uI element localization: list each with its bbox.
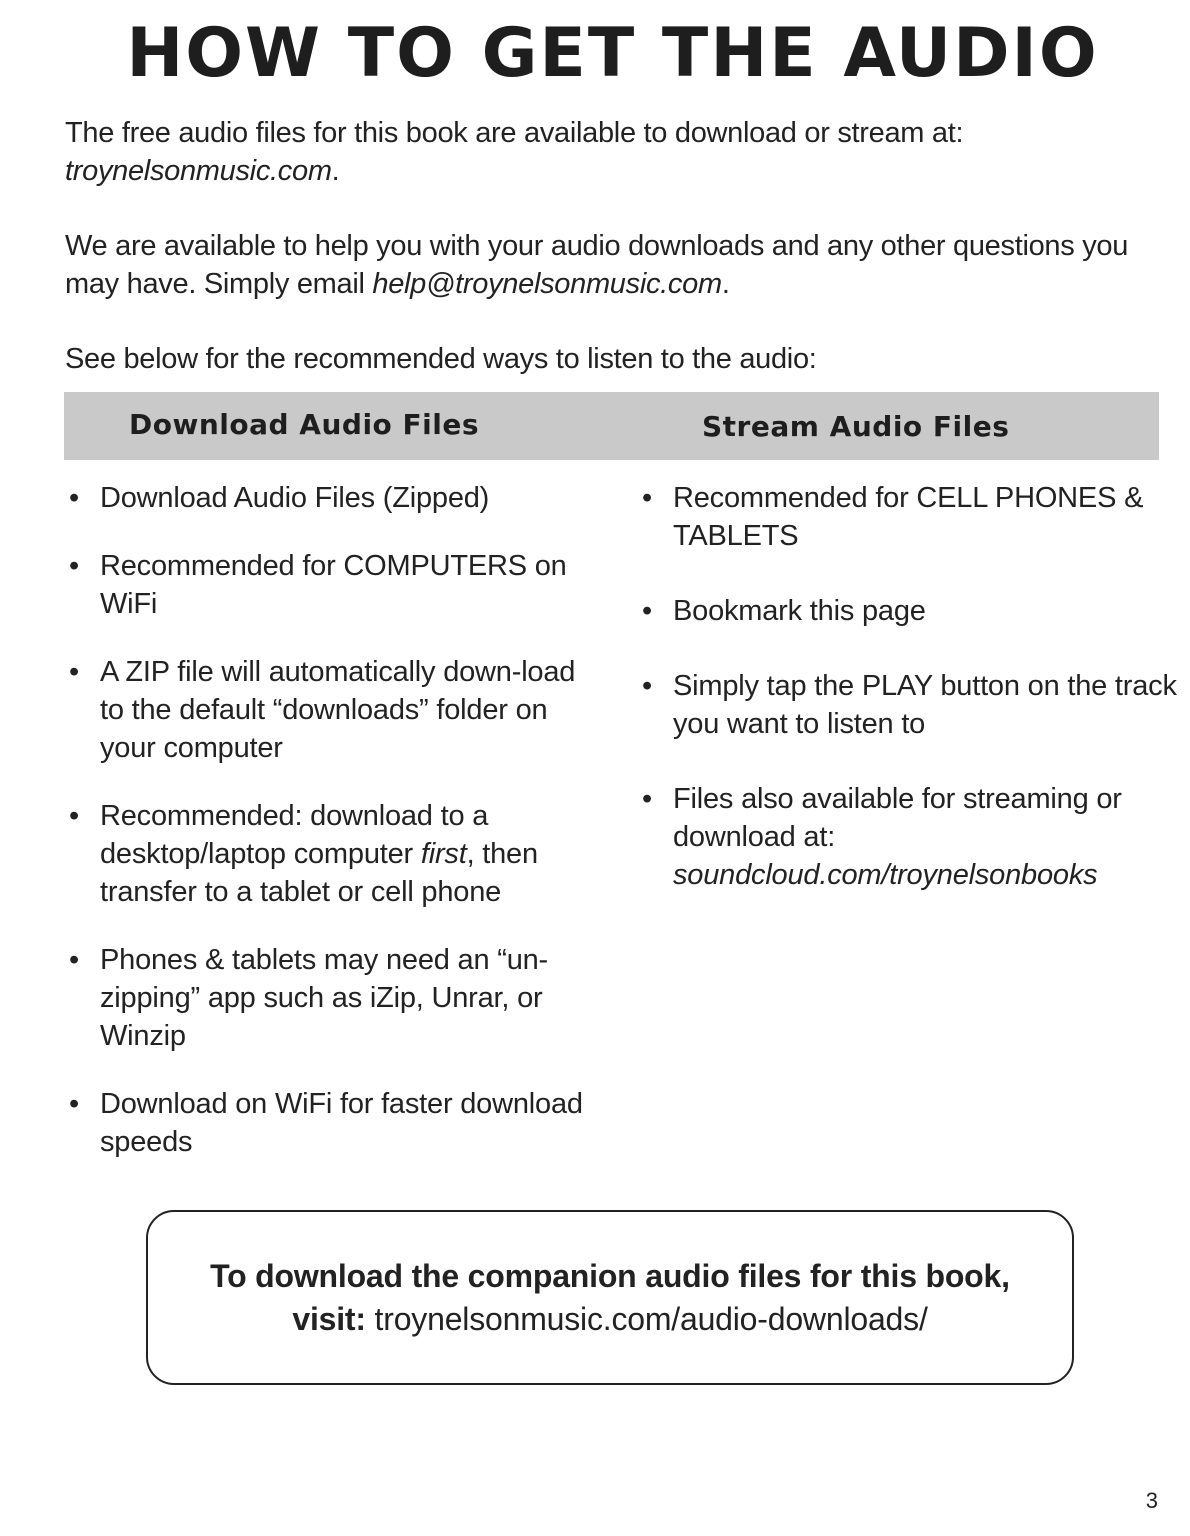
bullet-icon: • (642, 783, 652, 815)
list-item (64, 653, 604, 767)
intro-paragraph-help (65, 227, 1160, 303)
list-item (637, 479, 1182, 555)
website-link: troynelsonmusic.com (65, 155, 332, 187)
table-header-bar (64, 392, 1159, 460)
list-item-text: Download Audio Files (Zipped) (100, 482, 490, 514)
help-text: We are available to help you with your audio downloads and any other questions you may have. Simply email (65, 230, 1129, 300)
list-item-text-end: , then transfer to a tablet or cell phone (100, 838, 538, 908)
list-item-text: Download on WiFi for faster download speeds (100, 1088, 583, 1158)
list-item (64, 797, 604, 911)
help-email: help@troynelsonmusic.com (372, 268, 722, 300)
list-item-text: Bookmark this page (673, 595, 926, 627)
list-item-text: Recommended: download to a desktop/laptop computer (100, 800, 489, 870)
bullet-icon: • (69, 482, 79, 514)
bullet-icon: • (69, 1088, 79, 1120)
list-item (64, 479, 604, 517)
download-column-header: Download Audio Files (129, 408, 480, 441)
download-callout-box (146, 1210, 1074, 1385)
stream-list (637, 479, 1182, 931)
intro-period: . (331, 155, 340, 187)
list-item (64, 547, 604, 623)
list-item-text: Recommended for CELL PHONES & TABLETS (673, 482, 1144, 552)
help-period: . (721, 268, 730, 300)
page-number: 3 (1145, 1488, 1158, 1513)
list-item-text: Files also available for streaming or download at: (673, 783, 1122, 853)
download-list (64, 479, 604, 1191)
page-title: HOW TO GET THE AUDIO (126, 14, 1099, 93)
bullet-icon: • (69, 944, 79, 976)
callout-visit-line (148, 1298, 1072, 1341)
list-item (64, 1085, 604, 1161)
list-item-text: Phones & tablets may need an “un-zipping” app such as iZip, Unrar, or Winzip (100, 944, 549, 1052)
stream-column-header: Stream Audio Files (702, 410, 1010, 443)
visit-label: visit: (292, 1301, 366, 1337)
list-item (637, 592, 1182, 630)
list-item-text: Recommended for COMPUTERS on WiFi (100, 550, 567, 620)
bullet-icon: • (69, 800, 79, 832)
list-item-emphasis: first (420, 838, 467, 870)
bullet-icon: • (642, 595, 652, 627)
bullet-icon: • (69, 550, 79, 582)
soundcloud-link: soundcloud.com/troynelsonbooks (673, 859, 1098, 891)
intro-text: The free audio files for this book are available to download or stream at: (65, 117, 964, 149)
list-item (637, 780, 1182, 894)
list-item (64, 941, 604, 1055)
bullet-icon: • (69, 656, 79, 688)
callout-line: To download the companion audio files for this book, (210, 1258, 1010, 1294)
bullet-icon: • (642, 670, 652, 702)
list-item-text: A ZIP file will automatically down-load to the default “downloads” folder on your computer (100, 656, 576, 764)
intro-paragraph-recommend: See below for the recommended ways to listen to the audio: (65, 343, 817, 375)
bullet-icon: • (642, 482, 652, 514)
list-item-text: Simply tap the PLAY button on the track you want to listen to (673, 670, 1177, 740)
download-url: troynelsonmusic.com/audio-downloads/ (374, 1301, 928, 1337)
intro-paragraph-availability (65, 114, 1160, 190)
list-item (637, 667, 1182, 743)
